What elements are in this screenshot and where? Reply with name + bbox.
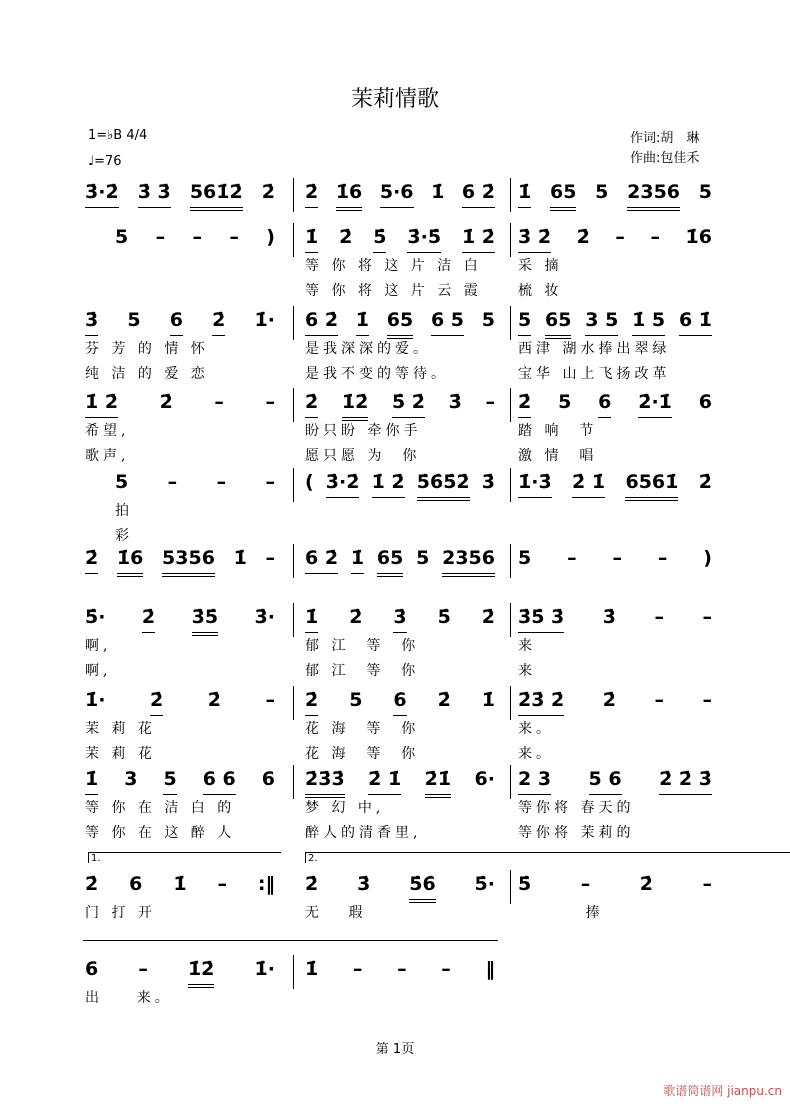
note-group: 5 <box>558 391 572 413</box>
lyric-line: 花 海 等 你 <box>305 721 420 737</box>
note-group: 3̇ <box>85 308 98 336</box>
note-group: 1̇ <box>481 689 495 711</box>
note-group: 6· <box>474 768 495 790</box>
measure <box>518 180 712 211</box>
measure <box>85 605 275 636</box>
note-group: 6 1̇ <box>679 308 712 336</box>
note-group: – <box>702 606 712 628</box>
measure <box>518 225 712 253</box>
note-group: – <box>441 958 451 980</box>
note-group: 5 <box>127 309 141 331</box>
note-group: 5 <box>518 308 531 336</box>
barline <box>293 468 294 502</box>
barline <box>293 223 294 257</box>
note-group: – <box>485 391 495 413</box>
note-group: 6 <box>85 958 99 980</box>
note-group: 1̇ <box>305 225 318 253</box>
note-group: 6 2̇ <box>462 180 495 208</box>
measure <box>305 688 495 716</box>
note-group: 6 2̇ <box>305 546 338 574</box>
note-group: 2̇ <box>481 606 495 628</box>
note-group: ) <box>703 547 712 569</box>
note-group: 3̇ <box>448 391 462 413</box>
note-group: 1̇ <box>305 958 319 980</box>
note-group: – <box>216 471 227 493</box>
measure <box>115 225 275 252</box>
volta-2-label: 2. <box>308 853 318 864</box>
lyric-line: 茉 莉 花 <box>85 721 156 737</box>
note-group: 5 <box>115 471 129 493</box>
note-group: 3 <box>124 768 138 790</box>
note-group: – <box>155 226 166 248</box>
note-group: 6 6 <box>203 767 236 795</box>
lyric-line: 采 摘 <box>518 258 563 274</box>
note-group: 1̇6 <box>117 546 143 577</box>
barline <box>510 468 511 502</box>
note-group: 6 <box>170 308 183 336</box>
measure <box>85 390 275 418</box>
lyric-line: 踏 响 节 <box>518 423 598 439</box>
measure <box>305 308 495 339</box>
note-group: 65 <box>550 180 576 211</box>
lyric-line: 捧 <box>518 905 604 921</box>
barline <box>510 544 511 578</box>
measure <box>85 957 275 988</box>
volta-1 <box>88 852 281 863</box>
note-group: 1̇· <box>254 309 275 331</box>
note-group: 2̇ <box>261 181 275 203</box>
measure <box>305 225 495 253</box>
note-group: 5356 <box>162 546 215 577</box>
measure <box>518 688 712 716</box>
measure <box>305 872 495 903</box>
measure <box>305 767 495 798</box>
note-group: 5̇ <box>518 873 532 895</box>
measure <box>305 390 495 421</box>
measure <box>518 546 712 573</box>
note-group: 1̇6 <box>336 180 362 211</box>
barline <box>293 388 294 422</box>
barline <box>510 765 511 799</box>
note-group: 3̇ 2̇ <box>518 225 551 253</box>
note-group: 5̇· <box>474 873 495 895</box>
tempo-marking: ♩=76 <box>88 154 122 169</box>
note-group: 3̇5̇ <box>192 605 218 636</box>
note-group: – <box>214 391 224 413</box>
note-group: 1̇ <box>431 181 445 203</box>
note-group: 2̇3̇ 2̇ <box>518 688 564 716</box>
key-signature: 1=♭B 4/4 <box>88 128 148 143</box>
note-group: 6 <box>261 768 275 790</box>
note-group: – <box>612 547 623 569</box>
note-group: 1̇ <box>356 308 369 336</box>
measure <box>305 957 495 984</box>
lyric-line: 梳 妆 <box>518 283 563 299</box>
note-group: – <box>654 606 664 628</box>
measure <box>518 390 712 418</box>
song-title: 茉莉情歌 <box>350 87 439 112</box>
note-group: 3 5 <box>585 308 618 336</box>
note-group: 2̇ <box>639 873 653 895</box>
note-group: 5 6 <box>589 767 622 795</box>
lyricist-credit: 作词:胡 琳 <box>630 131 700 146</box>
note-group: 1̇ 2̇ <box>85 390 118 418</box>
note-group: 5̇6̇5̇2̇ <box>417 470 470 501</box>
measure <box>305 470 495 501</box>
barline <box>293 306 294 340</box>
note-group: 1̇ 2̇ <box>372 470 405 498</box>
barline <box>510 178 511 212</box>
note-group: – <box>217 873 227 895</box>
note-group: – <box>265 391 275 413</box>
barline <box>293 544 294 578</box>
note-group: 65 <box>387 308 413 339</box>
score-system <box>0 470 790 550</box>
measure <box>85 767 275 795</box>
note-group: 2356 <box>627 180 680 211</box>
lyric-line: 西津 湖水捧出翠绿 <box>518 341 671 357</box>
note-group: ‖ <box>485 958 495 980</box>
note-group: 2̇ <box>85 873 99 895</box>
lyric-line: 出 来。 <box>85 990 173 1006</box>
lyric-line: 来 <box>518 663 536 679</box>
score-system <box>0 605 790 685</box>
lyric-line: 门 打 开 <box>85 905 156 921</box>
lyric-line: 等 你 将 这 片 云 霞 <box>305 283 482 299</box>
note-group: 2̇ <box>339 226 353 248</box>
lyric-line: 歌声, <box>85 448 130 464</box>
lyric-line: 宝华 山上飞扬改革 <box>518 366 671 382</box>
measure <box>305 605 495 633</box>
note-group: 3̇ <box>393 605 406 633</box>
note-group: 1̇ <box>518 180 531 208</box>
note-group: 2̇ <box>150 688 163 716</box>
note-group: 5 <box>349 689 363 711</box>
barline <box>293 686 294 720</box>
note-group: 2̇ <box>212 308 225 336</box>
note-group: 6 <box>698 391 712 413</box>
note-group: 2 3 <box>518 767 551 795</box>
score-system <box>0 767 790 847</box>
note-group: 5 <box>115 226 129 248</box>
lyric-line: 彩 <box>115 528 133 544</box>
lyric-line: 郁 江 等 你 <box>305 638 420 654</box>
note-group: 5·6 <box>380 180 414 208</box>
lyric-line: 等 你 将 这 片 洁 白 <box>305 258 482 274</box>
note-group: 2̇·1̇ <box>638 390 672 418</box>
note-group: 3̇ <box>481 471 495 493</box>
note-group: 1̇ <box>351 546 364 574</box>
note-group: – <box>138 958 148 980</box>
lyric-line: 来 <box>518 638 536 654</box>
note-group: – <box>229 226 239 248</box>
measure <box>305 546 495 577</box>
volta-1-label: 1. <box>91 853 101 864</box>
note-group: 2̇ <box>159 391 173 413</box>
note-group: 1̇ <box>173 873 187 895</box>
volta-2 <box>305 852 790 863</box>
note-group: 2̇ 2̇ 3̇ <box>659 767 712 795</box>
note-group: – <box>657 547 668 569</box>
note-group: 2̇ <box>142 605 155 633</box>
measure <box>518 308 712 339</box>
note-group: 2̇ <box>698 471 712 493</box>
note-group: 1̇6 <box>685 226 712 248</box>
lyric-line: 来。 <box>518 746 554 762</box>
note-group: 3̇ 3̇ <box>138 180 171 208</box>
note-group: 1̇2̇ <box>188 957 214 988</box>
lyric-line: 是我深深的爱。 <box>305 341 431 357</box>
lyric-line: 是我不变的等待。 <box>305 366 449 382</box>
note-group: 561̇2̇ <box>190 180 243 211</box>
note-group: 65 <box>377 546 403 577</box>
measure <box>85 546 275 577</box>
note-group: 1̇2̇ <box>342 390 368 421</box>
measure <box>305 180 495 211</box>
measure <box>518 767 712 795</box>
lyric-line: 梦 幻 中, <box>305 800 385 816</box>
note-group: – <box>352 958 363 980</box>
note-group: 2̇ <box>85 546 98 574</box>
note-group: 5̇ <box>373 225 386 253</box>
note-group: 1̇ 2̇ <box>462 225 495 253</box>
note-group: – <box>167 471 178 493</box>
note-group: 5̇· <box>85 606 106 628</box>
note-group: 6 5 <box>431 308 464 336</box>
score-system <box>0 308 790 388</box>
measure <box>518 872 712 899</box>
lyric-line: 激 情 唱 <box>518 448 598 464</box>
note-group: 5 <box>595 181 609 203</box>
note-group: 2̇1̇ <box>425 767 451 798</box>
note-group: 2̇3̇3̇ <box>305 767 345 798</box>
note-group: 5 <box>416 547 430 569</box>
note-group: 5̇6̇ <box>409 872 435 903</box>
score-system <box>0 390 790 470</box>
note-group: 2̇ <box>207 689 221 711</box>
note-group: 2̇ <box>305 390 318 418</box>
lyric-line: 拍 <box>115 503 133 519</box>
lyric-line: 啊, <box>85 663 112 679</box>
barline <box>293 765 294 799</box>
note-group: 2̇ <box>305 180 318 208</box>
composer-credit: 作曲:包佳禾 <box>630 151 700 166</box>
score-system <box>0 957 790 1037</box>
lyric-line: 愿只愿 为 你 <box>305 448 421 464</box>
lyric-line: 等你将 春天的 <box>518 800 635 816</box>
note-group: 1̇ <box>233 547 247 569</box>
measure <box>518 605 712 633</box>
lyric-line: 啊, <box>85 638 112 654</box>
lyric-line: 郁 江 等 你 <box>305 663 420 679</box>
note-group: 2̇ <box>437 689 451 711</box>
note-group: 1̇·3̇ <box>518 470 552 498</box>
note-group: – <box>650 226 660 248</box>
barline <box>510 306 511 340</box>
note-group: 1̇· <box>85 689 106 711</box>
barline <box>510 603 511 637</box>
measure <box>518 470 712 501</box>
note-group: – <box>265 689 275 711</box>
note-group: 5̇ <box>437 606 451 628</box>
measure <box>115 470 275 497</box>
note-group: 1̇ <box>305 605 318 633</box>
lyric-line: 醉人的清香里, <box>305 825 422 841</box>
barline <box>293 603 294 637</box>
note-group: 6 <box>393 688 406 716</box>
lyric-line: 等 你 在 这 醉 人 <box>85 825 236 841</box>
lyric-line: 茉 莉 花 <box>85 746 156 762</box>
lyric-line: 等 你 在 洁 白 的 <box>85 800 236 816</box>
note-group: 5 <box>518 547 532 569</box>
barline <box>293 955 294 989</box>
note-group: 2̇ <box>576 226 590 248</box>
note-group: 6 <box>598 390 611 418</box>
note-group: 1̇ 5 <box>632 308 665 336</box>
note-group: 6561̇ <box>625 470 678 501</box>
note-group: 2̇ <box>349 606 363 628</box>
barline <box>510 388 511 422</box>
measure <box>85 308 275 336</box>
note-group: 3̇·2̇ <box>85 180 119 208</box>
lyric-line: 等你将 茉莉的 <box>518 825 635 841</box>
measure <box>85 872 275 899</box>
note-group: 2̇ 1̇ <box>368 767 401 795</box>
lyric-line: 花 海 等 你 <box>305 746 420 762</box>
note-group: – <box>580 873 591 895</box>
note-group: – <box>397 958 407 980</box>
page-number: 第 1页 <box>375 1042 415 1057</box>
note-group: 65 <box>545 308 571 339</box>
note-group: 5 <box>481 309 495 331</box>
note-group: 3̇5̇ 3̇ <box>518 605 564 633</box>
note-group: ) <box>266 226 275 248</box>
note-group: 1̇ <box>85 767 98 795</box>
watermark: 歌谱简谱网 jianpu.cn <box>663 1084 782 1098</box>
note-group: 6 2̇ <box>305 308 338 336</box>
barline <box>510 223 511 257</box>
lyric-line: 来。 <box>518 721 554 737</box>
lyric-line: 纯 洁 的 爱 恋 <box>85 366 209 382</box>
note-group: 3̇·5̇ <box>407 225 441 253</box>
note-group: 3̇ <box>357 873 371 895</box>
note-group: 2̇ <box>518 390 531 418</box>
note-group: ( <box>305 471 314 493</box>
note-group: – <box>702 873 712 895</box>
note-group: – <box>654 689 664 711</box>
note-group: 2356 <box>442 546 495 577</box>
note-group: 5̇ 2̇ <box>392 390 425 418</box>
barline <box>510 686 511 720</box>
lyric-line: 无 瑕 <box>305 905 367 921</box>
note-group: – <box>702 689 712 711</box>
note-group: 5 <box>163 767 176 795</box>
note-group: 5 <box>698 181 712 203</box>
note-group: 6 <box>129 873 143 895</box>
note-group: :‖ <box>257 873 275 895</box>
note-group: 3̇· <box>254 606 275 628</box>
note-group: 3̇ <box>602 606 616 628</box>
note-group: 1̇· <box>254 958 275 980</box>
note-group: – <box>265 471 275 493</box>
lyric-line: 盼只盼 牵你手 <box>305 423 422 439</box>
measure <box>85 180 275 211</box>
note-group: – <box>192 226 203 248</box>
note-group: 2̇ <box>305 873 319 895</box>
note-group: 2̇ 1̇ <box>572 470 605 498</box>
note-group: – <box>615 226 625 248</box>
note-group: 2̇ <box>602 689 616 711</box>
score-system <box>0 225 790 305</box>
barline <box>293 178 294 212</box>
lyric-line: 芬 芳 的 情 怀 <box>85 341 209 357</box>
volta-2-continuation <box>83 940 498 941</box>
score-system <box>0 688 790 768</box>
note-group: – <box>567 547 577 569</box>
measure <box>85 688 275 716</box>
barline <box>510 870 511 904</box>
note-group: – <box>265 547 275 569</box>
note-group: 3̇·2̇ <box>326 470 360 498</box>
note-group: 2̇ <box>305 688 318 716</box>
lyric-line: 希望, <box>85 423 130 439</box>
